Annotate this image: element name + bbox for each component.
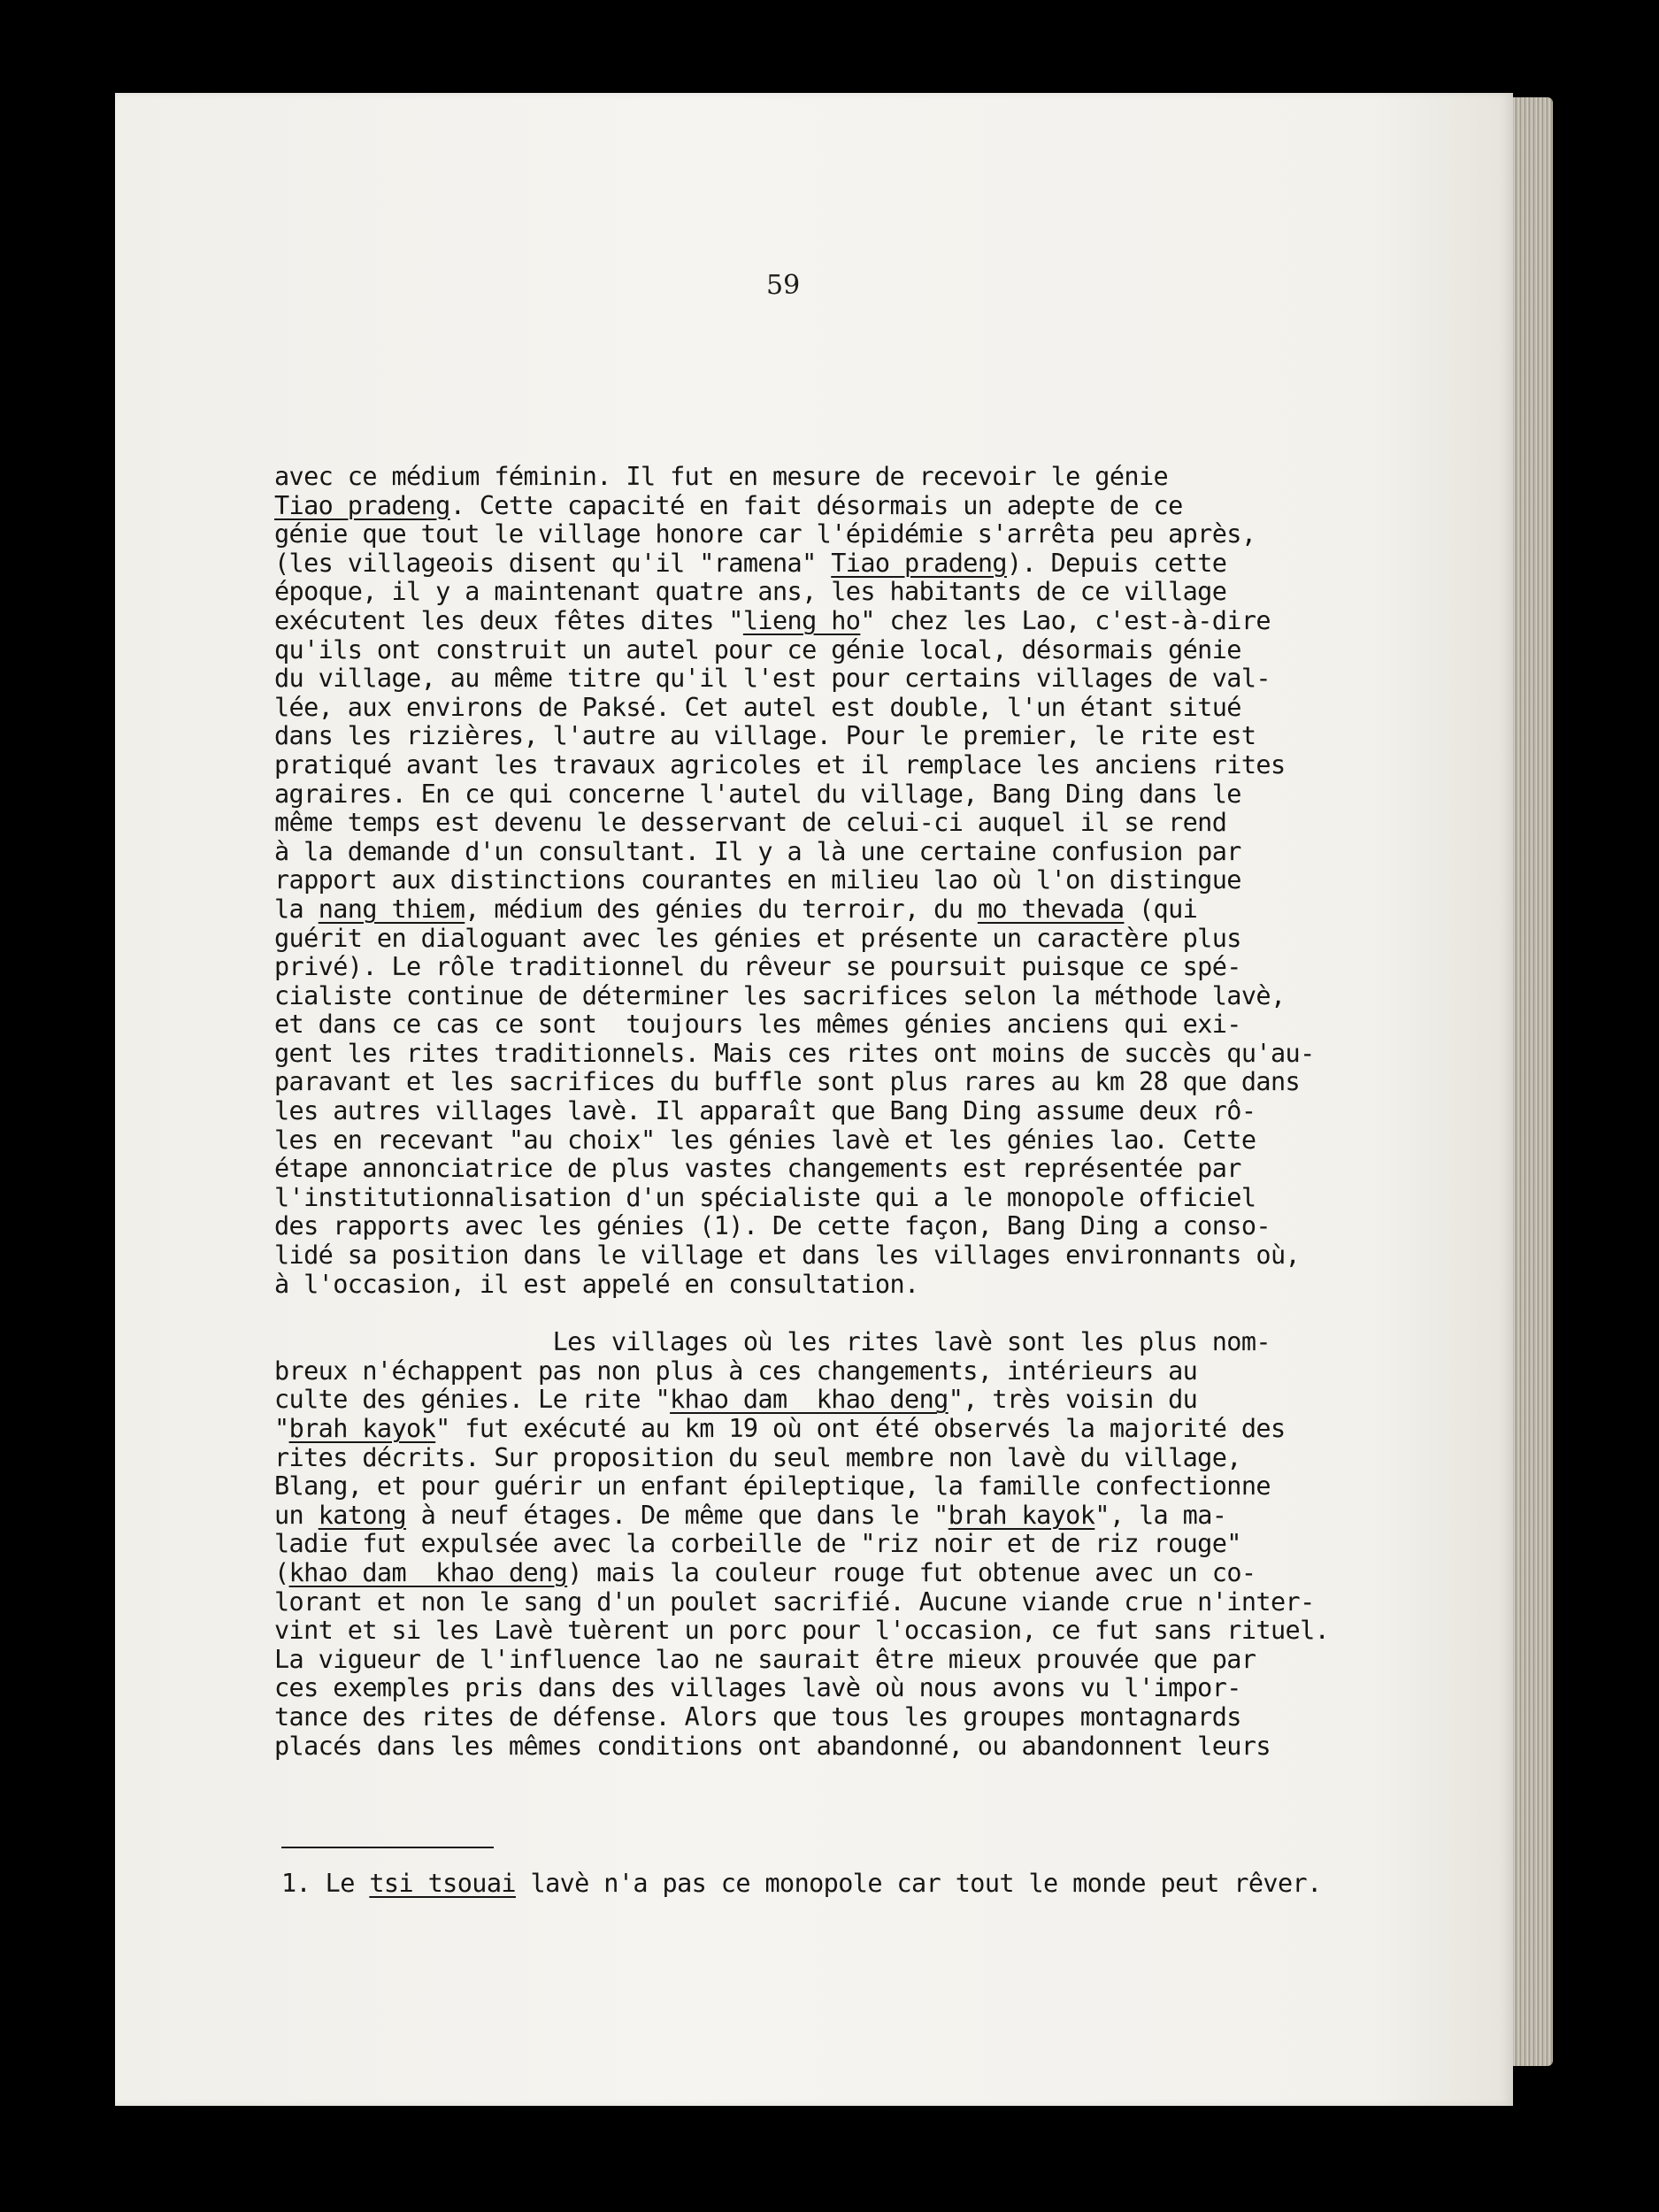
text-segment: la: [274, 894, 319, 924]
text-line: rites décrits. Sur proposition du seul membre non lavè du village,: [274, 1442, 1241, 1472]
text-line: avec ce médium féminin. Il fut en mesure de recevoir le génie: [274, 462, 1169, 491]
text-line: du village, au même titre qu'il l'est pour certains villages de val-: [274, 664, 1271, 694]
text-segment: ) mais la couleur rouge fut obtenue avec un co-: [567, 1557, 1256, 1587]
text-line: même temps est devenu le desservant de celui-ci auquel il se rend: [274, 808, 1227, 838]
text-line: [274, 1502, 1354, 1531]
text-line: Les villages où les rites lavè sont les plus nom-: [274, 1327, 1271, 1357]
text-segment: . Cette capacité en fait désormais un adepte de ce: [449, 490, 1183, 520]
text-line: privé). Le rôle traditionnel du rêveur se poursuit puisque ce spé-: [274, 952, 1241, 982]
text-segment: , médium des génies du terroir, du: [465, 894, 978, 924]
text-line: [274, 1415, 1354, 1444]
underlined-term: Tiao pradeng: [274, 490, 450, 520]
underlined-term: brah kayok: [288, 1414, 436, 1443]
text-line: rapport aux distinctions courantes en milieu lao où l'on distingue: [274, 865, 1241, 895]
text-line: pratiqué avant les travaux agricoles et il remplace les anciens rites: [274, 749, 1286, 780]
text-line: et dans ce cas ce sont toujours les mêmes génies anciens qui exi-: [274, 1010, 1241, 1040]
text-segment: ). Depuis cette: [1006, 548, 1227, 578]
text-segment: 1. Le: [281, 1869, 370, 1898]
underlined-term: brah kayok: [948, 1500, 1095, 1530]
underlined-term: lieng ho: [742, 605, 861, 635]
text-line: dans les rizières, l'autre au village. Pour le premier, le rite est: [274, 721, 1256, 751]
text-segment: " fut exécuté au km 19 où ont été observés la majorité des: [435, 1414, 1286, 1443]
text-line: Blang, et pour guérir un enfant épileptique, la famille confectionne: [274, 1471, 1271, 1502]
body-text: [274, 463, 1354, 1761]
text-line: cialiste continue de déterminer les sacrifices selon la méthode lavè,: [274, 980, 1286, 1010]
text-segment: à neuf étages. De même que dans le ": [406, 1500, 949, 1530]
text-segment: lavè n'a pas ce monopole car tout le monde peut rêver.: [515, 1869, 1322, 1898]
text-line: [274, 1559, 1354, 1588]
footnote-rule: [281, 1847, 494, 1848]
text-line: qu'ils ont construit un autel pour ce génie local, désormais génie: [274, 634, 1241, 664]
text-line: [274, 492, 1354, 521]
text-line: à la demande d'un consultant. Il y a là une certaine confusion par: [274, 836, 1241, 866]
text-line: [274, 895, 1354, 925]
text-segment: (les villageois disent qu'il "ramena": [274, 548, 832, 578]
footnote: [281, 1869, 1322, 1898]
text-line: agraires. En ce qui concerne l'autel du village, Bang Ding dans le: [274, 779, 1241, 809]
underlined-term: khao dam khao deng: [288, 1557, 568, 1587]
text-line: [274, 607, 1354, 636]
text-line: lorant et non le sang d'un poulet sacrifié. Aucune viande crue n'inter-: [274, 1586, 1315, 1617]
text-segment: ": [274, 1414, 289, 1443]
text-line: lidé sa position dans le village et dans les villages environnants où,: [274, 1240, 1301, 1271]
text-line: breux n'échappent pas non plus à ces changements, intérieurs au: [274, 1356, 1198, 1386]
paragraph-2: [274, 1328, 1354, 1761]
underlined-term: tsi tsouai: [369, 1869, 516, 1898]
text-line: les en recevant "au choix" les génies lavè et les génies lao. Cette: [274, 1125, 1256, 1155]
text-line: placés dans les mêmes conditions ont abandonné, ou abandonnent leurs: [274, 1731, 1271, 1761]
text-line: ces exemples pris dans des villages lavè où nous avons vu l'impor-: [274, 1673, 1241, 1703]
text-line: génie que tout le village honore car l'épidémie s'arrêta peu après,: [274, 519, 1256, 549]
text-line: paravant et les sacrifices du buffle sont plus rares au km 28 que dans: [274, 1067, 1301, 1097]
text-segment: ", très voisin du: [948, 1385, 1198, 1415]
text-line: des rapports avec les génies (1). De cette façon, Bang Ding a conso-: [274, 1211, 1271, 1241]
text-line: tance des rites de défense. Alors que tous les groupes montagnards: [274, 1701, 1241, 1732]
text-line: lée, aux environs de Paksé. Cet autel est double, l'un étant situé: [274, 692, 1241, 722]
text-line: l'institutionnalisation d'un spécialiste qui a le monopole officiel: [274, 1182, 1256, 1212]
text-line: époque, il y a maintenant quatre ans, les habitants de ce village: [274, 577, 1227, 607]
text-line: guérit en dialoguant avec les génies et présente un caractère plus: [274, 923, 1241, 953]
paragraph-1: [274, 463, 1354, 1299]
underlined-term: nang thiem: [318, 894, 465, 924]
text-line: gent les rites traditionnels. Mais ces rites ont moins de succès qu'au-: [274, 1038, 1315, 1068]
text-segment: culte des génies. Le rite ": [274, 1385, 671, 1415]
text-segment: exécutent les deux fêtes dites ": [274, 605, 743, 635]
text-segment: (qui: [1124, 894, 1198, 924]
text-line: vint et si les Lavè tuèrent un porc pour l'occasion, ce fut sans rituel.: [274, 1616, 1330, 1646]
text-segment: un: [274, 1500, 319, 1530]
text-line: [274, 549, 1354, 579]
text-segment: " chez les Lao, c'est-à-dire: [860, 605, 1271, 635]
underlined-term: khao dam khao deng: [670, 1385, 949, 1415]
text-segment: ", la ma-: [1094, 1500, 1227, 1530]
text-segment: (: [274, 1557, 289, 1587]
text-line: les autres villages lavè. Il apparaît que Bang Ding assume deux rô-: [274, 1096, 1256, 1126]
page-number: 59: [766, 270, 801, 301]
underlined-term: Tiao pradeng: [831, 548, 1007, 578]
text-line: [274, 1386, 1354, 1415]
text-line: étape annonciatrice de plus vastes changements est représentée par: [274, 1154, 1241, 1184]
underlined-term: katong: [318, 1500, 407, 1530]
underlined-term: mo thevada: [977, 894, 1125, 924]
text-line: ladie fut expulsée avec la corbeille de "riz noir et de riz rouge": [274, 1529, 1241, 1559]
text-line: La vigueur de l'influence lao ne saurait être mieux prouvée que par: [274, 1644, 1256, 1674]
text-line: à l'occasion, il est appelé en consultation.: [274, 1269, 919, 1299]
